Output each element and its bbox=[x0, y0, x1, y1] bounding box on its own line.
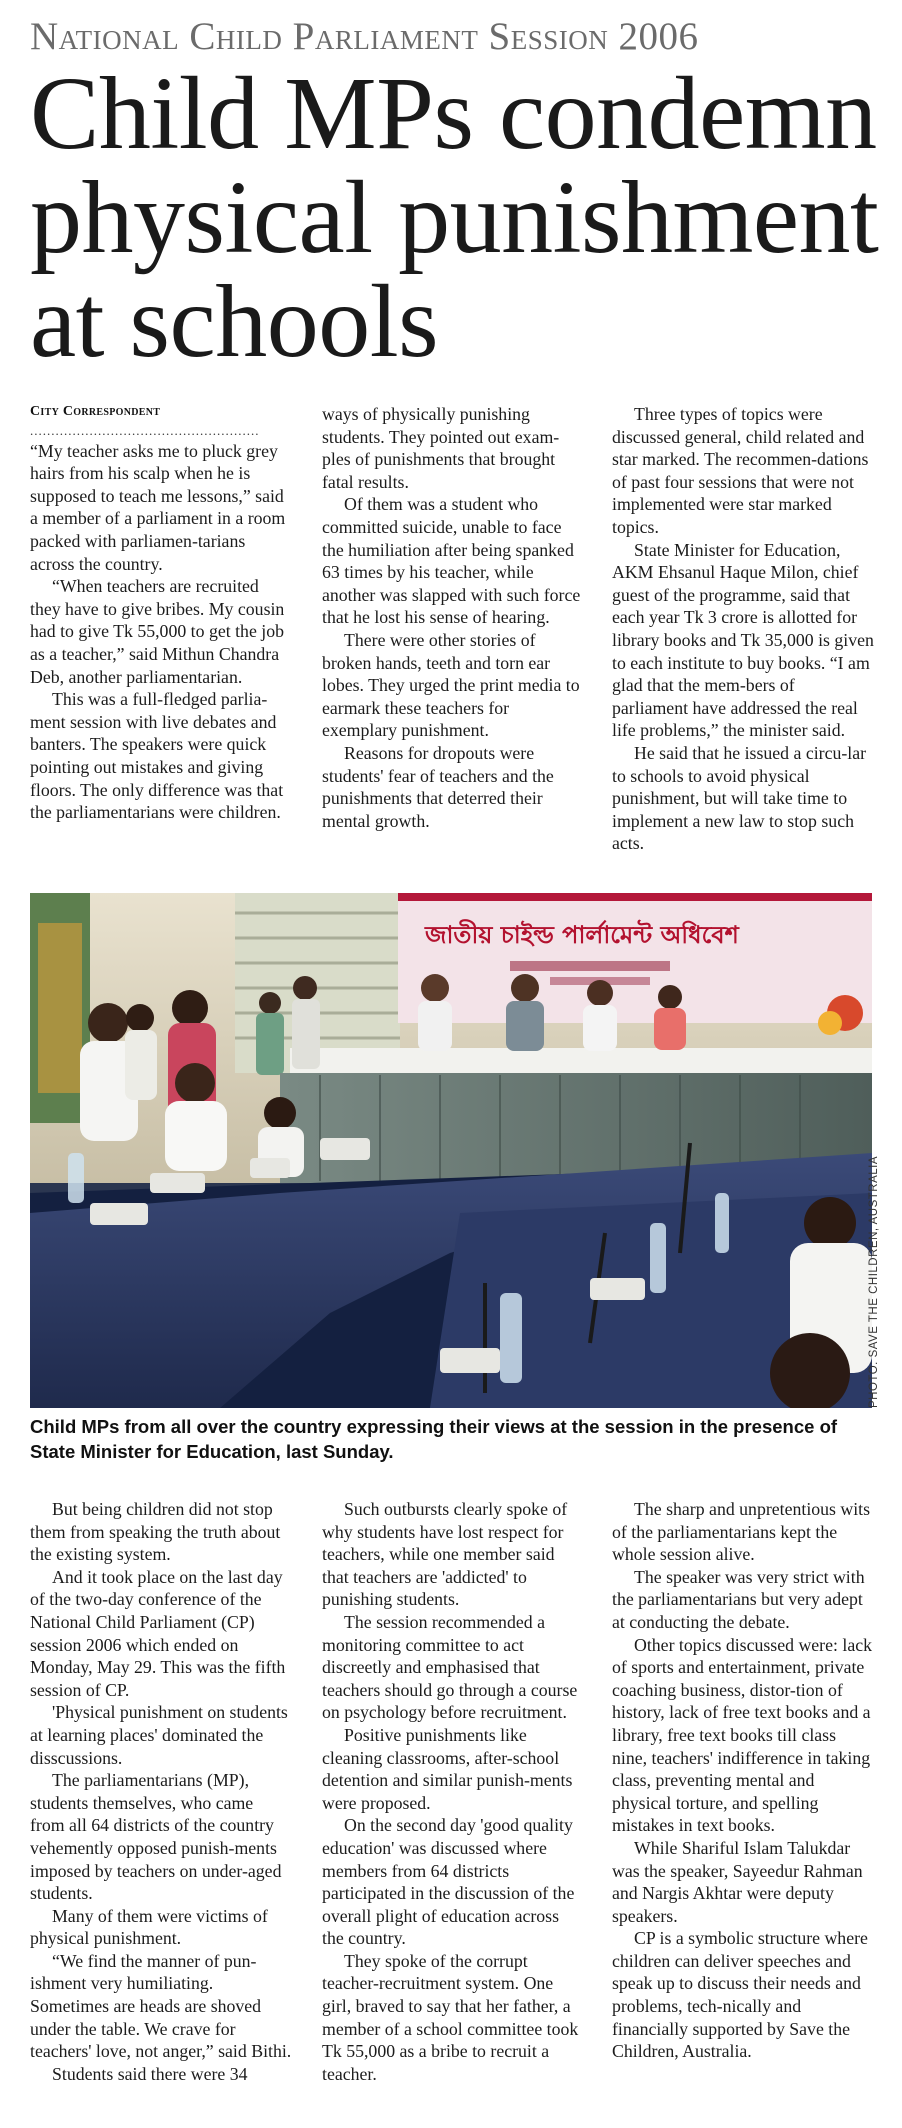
paragraph: The session recommended a monitoring committee to act discreetly and emphasised that teachers should go through a course on psychology before recruitment. bbox=[322, 1611, 578, 1723]
paragraph: “We find the manner of pun-ishment very humiliating. Sometimes are heads are shoved under the table. We crave for teachers' love, not anger,” said Bithi. bbox=[30, 1950, 292, 2062]
conference-room-illustration bbox=[30, 893, 872, 1408]
paragraph: The speaker was very strict with the parliamentarians but very adept at conducting the debate. bbox=[612, 1566, 865, 1632]
headline-line: at schools bbox=[30, 264, 439, 379]
news-photo bbox=[30, 893, 872, 1408]
headline-line: Child MPs condemn bbox=[30, 56, 877, 171]
paragraph: Other topics discussed were: lack of sports and entertainment, private coaching business, distor-tion of history, lack of free text books and a library, free text books till class nine, teachers' indifference in taking class, preventing mental and physical torture, and spelling mistakes in text books. bbox=[612, 1634, 872, 1836]
paragraph: The sharp and unpretentious wits of the parliamentarians kept the whole session alive. bbox=[612, 1499, 871, 1565]
top-column-1 bbox=[30, 401, 290, 824]
paragraph: While Shariful Islam Talukdar was the speaker, Sayeedur Rahman and Nargis Akhtar were deputy speakers. bbox=[612, 1837, 863, 1926]
paragraph: This was a full-fledged parlia-ment session with live debates and banters. The speakers were quick pointing out mistakes and giving floors. The only difference was that the parliamentarians were children. bbox=[30, 689, 284, 823]
paragraph: There were other stories of broken hands, teeth and torn ear lobes. They urged the print media to earmark these teachers for exemplary punishment. bbox=[322, 629, 580, 741]
paragraph: “My teacher asks me to pluck grey hairs from his scalp when he is supposed to teach me lessons,” said a member of a parliament in a room packed with parliamen-tarians across the country. bbox=[30, 440, 286, 574]
section-kicker: National Child Parliament Session 2006 bbox=[30, 15, 699, 58]
headline bbox=[30, 56, 890, 379]
paragraph: Students said there were 34 bbox=[52, 2063, 248, 2084]
top-column-3 bbox=[612, 403, 874, 855]
paragraph: 'Physical punishment on students at learning places' dominated the disscussions. bbox=[30, 1702, 288, 1768]
bottom-column-2 bbox=[322, 1498, 584, 2085]
banner-text: জাতীয় চাইল্ড পার্লামেন্ট অধিবেশ bbox=[425, 921, 739, 949]
paragraph: Positive punishments like cleaning classrooms, after-school detention and similar punish-ments were proposed. bbox=[322, 1724, 573, 1813]
paragraph: Many of them were victims of physical punishment. bbox=[30, 1905, 268, 1949]
paragraph: And it took place on the last day of the two-day conference of the National Child Parliament (CP) session 2006 which ended on Monday, May 29. This was the fifth session of CP. bbox=[30, 1566, 286, 1700]
paragraph: Of them was a student who committed suicide, unable to face the humiliation after being spanked 63 times by his teacher, while another was slapped with such force that he lost his sense of hearing. bbox=[322, 494, 581, 628]
paragraph: The parliamentarians (MP), students themselves, who came from all 64 districts of the country vehemently opposed punish-ments imposed by teachers on under-aged students. bbox=[30, 1770, 282, 1904]
paragraph: “When teachers are recruited they have to give bribes. My cousin had to give Tk 55,000 to get the job as a teacher,” said Mithun Chandra Deb, another parliamentarian. bbox=[30, 576, 285, 687]
photo-caption: Child MPs from all over the country expressing their views at the session in the presence of State Minister for Education, last Sunday. bbox=[30, 1416, 838, 1462]
headline-line: physical punishment bbox=[30, 160, 879, 275]
top-column-2 bbox=[322, 403, 582, 832]
bottom-column-3 bbox=[612, 1498, 874, 2063]
paragraph: State Minister for Education, AKM Ehsanul Haque Milon, chief guest of the programme, said that each year Tk 3 crore is allotted for library books and Tk 35,000 is given to each institute to buy books. “I am glad that the mem-bers of parliament have addressed the real life problems,” the minister said. bbox=[612, 539, 874, 741]
paragraph: Such outbursts clearly spoke of why students have lost respect for teachers, while one member said that teachers are 'addicted' to punishing students. bbox=[322, 1499, 568, 1610]
paragraph: ways of physically punishing students. They pointed out exam-ples of punishments that brought fatal results. bbox=[322, 404, 560, 492]
paragraph: Reasons for dropouts were students' fear of teachers and the punishments that deterred their mental growth. bbox=[322, 742, 554, 831]
paragraph: But being children did not stop them from speaking the truth about the existing system. bbox=[30, 1499, 281, 1565]
paragraph: He said that he issued a circu-lar to schools to avoid physical punishment, but will take time to implement a new law to stop such acts. bbox=[612, 742, 867, 854]
byline-rule: ...................................................... bbox=[30, 423, 260, 438]
paragraph: On the second day 'good quality education' was discussed where members from 64 districts participated in the discussion of the overall plight of education across the country. bbox=[322, 1815, 575, 1949]
paragraph: They spoke of the corrupt teacher-recruitment system. One girl, braved to say that her father, a member of a school committee took Tk 55,000 as a bribe to recruit a teacher. bbox=[322, 1950, 579, 2084]
byline: City Correspondent bbox=[30, 404, 161, 419]
photo-credit: PHOTO: SAVE THE CHILDREN, AUSTRALIA bbox=[868, 1155, 880, 1408]
paragraph: Three types of topics were discussed general, child related and star marked. The recommen-dations of past four sessions that were not implemented were star marked topics. bbox=[612, 404, 869, 537]
paragraph: CP is a symbolic structure where children can deliver speeches and speak up to discuss their needs and problems, tech-nically and financially supported by Save the Children, Australia. bbox=[612, 1928, 868, 2062]
bottom-column-1 bbox=[30, 1498, 292, 2085]
